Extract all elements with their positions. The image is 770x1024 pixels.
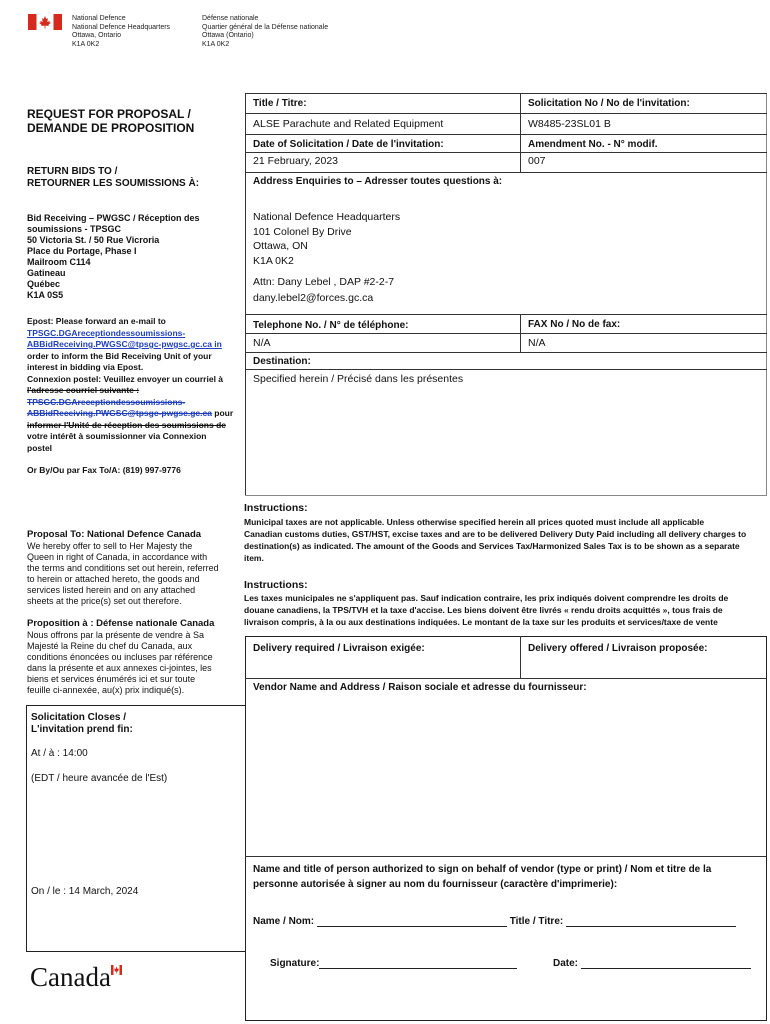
proposal-fr: Proposition à : Défense nationale Canada Nous offrons par la présente de vendre à Sa Majesté la Reine du chef du Canada, aux conditions énoncées ou incluses par référence dans la présente et aux annexes ci-jointes, les biens et services énumérés ici et sur toute feuille ci-annexée, au(x) prix indiqué(s). (27, 618, 215, 695)
title-input-line[interactable] (566, 916, 736, 927)
fax-no-label: FAX No / No de fax: (528, 319, 621, 330)
date-field[interactable]: Date: (553, 958, 751, 969)
amendment-value: 007 (528, 155, 546, 167)
destination-label: Destination: (253, 356, 311, 367)
form-row-line (245, 369, 767, 370)
form-row-line (245, 134, 767, 135)
form-row-line (245, 113, 767, 114)
epost-email-link-fr[interactable]: TPSGC.DGAreceptiondessoumissions- (27, 396, 186, 407)
epost-email-link[interactable]: ABBidReceiving.PWGSC@tpsgc-pwgsc.gc.ca in (27, 339, 222, 349)
header-fr-line: Ottawa (Ontario) (202, 32, 254, 39)
attention-line: Attn: Dany Lebel , DAP #2-2-7 (253, 276, 395, 288)
wordmark-flag-icon (111, 965, 122, 975)
header-fr-line: Quartier général de la Défense nationale (202, 23, 329, 31)
form-top-border (245, 93, 767, 94)
fax-line: Or By/Ou par Fax To/A: (819) 997-9776 (27, 465, 181, 475)
header-fr-line: Défense nationale (202, 15, 259, 22)
enquiries-label: Address Enquiries to – Adresser toutes questions à: (253, 176, 503, 187)
title-value: ALSE Parachute and Related Equipment (253, 118, 444, 130)
header-en-line: K1A 0K2 (72, 40, 100, 48)
authorized-person-label: Name and title of person authorized to sign on behalf of vendor (type or print) / Nom et titre de la personne autorisée à signer au nom du fournisseur (caractère d'imprimerie): (253, 864, 712, 890)
header-english (72, 15, 170, 49)
instructions-en: Municipal taxes are not applicable. Unless otherwise specified herein all prices quoted must include all applicable Canadian customs duties, GST/HST, excise taxes and are to be delivered Delivery Duty Paid including all delivery charges to destination(s) as indicated. The amount of the Goods and Services Tax/Harmonized Sales Tax is to be shown as a separate item. (244, 517, 747, 563)
telephone-value: N/A (253, 337, 271, 349)
form-divider (520, 93, 521, 173)
bid-receiving-address: Bid Receiving – PWGSC / Réception des soumissions - TPSGC 50 Victoria St. / 50 Rue Vicroria Place du Portage, Phase I Mailroom C114 Gatineau Québec K1A 0S5 (27, 213, 200, 300)
destination-value: Specified herein / Précisé dans les présentes (253, 373, 464, 385)
vendor-name-label: Vendor Name and Address / Raison sociale et adresse du fournisseur: (253, 682, 587, 693)
header-french (202, 15, 328, 49)
closing-timezone: (EDT / heure avancée de l'Est) (31, 773, 168, 784)
header-fr-line: K1A 0K2 (202, 40, 230, 48)
contact-email[interactable]: dany.lebel2@forces.gc.ca (253, 292, 374, 304)
instructions-en-heading: Instructions: (244, 502, 308, 514)
form-row-line (245, 333, 767, 334)
delivery-offered-label: Delivery offered / Livraison proposée: (528, 643, 708, 654)
header-en-line: National Defence Headquarters (72, 23, 171, 31)
vendor-row-line (245, 678, 766, 679)
form-row-line (245, 314, 767, 315)
date-label: Date of Solicitation / Date de l'invitation: (253, 139, 444, 150)
canada-wordmark: Canada (30, 962, 111, 992)
name-input-line[interactable] (317, 916, 507, 927)
vendor-name-field[interactable]: Name / Nom: Title / Titre: (253, 916, 736, 927)
solicitation-no-label: Solicitation No / No de l'invitation: (528, 98, 690, 109)
closing-time: At / à : 14:00 (31, 748, 88, 759)
vendor-row-line (245, 856, 766, 857)
vendor-divider (520, 636, 521, 678)
telephone-label: Telephone No. / N° de téléphone: (253, 320, 409, 331)
solicitation-closes-box (26, 705, 246, 952)
signature-field[interactable]: Signature: (270, 958, 517, 969)
instructions-fr-heading: Instructions: (244, 579, 308, 591)
form-row-line (245, 152, 767, 153)
canada-flag-icon (28, 14, 62, 30)
form-row-line (245, 172, 767, 173)
solicitation-no-value: W8485-23SL01 B (528, 118, 611, 130)
proposal-en: Proposal To: National Defence Canada We hereby offer to sell to Her Majesty the Queen in right of Canada, in accordance with the terms and conditions set out herein, referred to herein or attached hereto, the goods and services listed herein and on any attached sheets at the price(s) set out therefore. (27, 529, 219, 606)
delivery-required-label: Delivery required / Livraison exigée: (253, 643, 425, 654)
header-en-line: Ottawa, Ontario (72, 32, 122, 39)
signature-input-line[interactable] (319, 958, 517, 969)
solicitation-closes-heading: Solicitation Closes / L'invitation prend fin: (31, 712, 133, 735)
epost-email-link-fr[interactable]: ABBidReceiving.PWGSC@tpsgc-pwgsc.gc.ca (27, 408, 212, 418)
form-row-line (245, 352, 767, 353)
closing-date: On / le : 14 March, 2024 (31, 886, 139, 897)
title-label: Title / Titre: (253, 98, 307, 109)
form-left-border (245, 93, 246, 495)
date-value: 21 February, 2023 (253, 155, 339, 167)
date-input-line[interactable] (581, 958, 751, 969)
return-bids-heading: RETURN BIDS TO / RETOURNER LES SOUMISSIONS À: (27, 166, 200, 189)
rfp-title: REQUEST FOR PROPOSAL / DEMANDE DE PROPOSITION (27, 107, 195, 135)
instructions-fr: Les taxes municipales ne s'appliquent pas. Sauf indication contraire, les prix indiqués doivent comprendre les droits de douane canadiens, la TPS/TVH et la taxe d'accise. Les biens doivent être livrés « rendu droits acquittés », tous frais de livraison compris, à la ou aux destinations indiquées. Le montant de la taxe sur les produits et services/taxe de vente (244, 593, 729, 627)
header-en-line: National Defence (72, 15, 126, 22)
fax-no-value: N/A (528, 337, 546, 349)
epost-instructions: Epost: Please forward an e-mail to TPSGC.DGAreceptiondessoumissions- ABBidReceiving.PWGSC@tpsgc-pwgsc.gc.ca in order to inform the Bid Receiving Unit of your interest in bidding via Epost. Connexion postel: Veuillez envoyer un courriel à l'adresse courriel suivante : TPSGC.DGAreceptiondessoumissions- ABBidReceiving.PWGSC@tpsgc-pwgsc.gc.ca pour informer l'Unité de réception des soumissions de votre intérêt à soumissionner via Connexion postel (27, 316, 242, 454)
epost-email-link[interactable]: TPSGC.DGAreceptiondessoumissions- (27, 327, 186, 338)
amendment-label: Amendment No. - N° modif. (528, 139, 658, 150)
enquiries-address: National Defence Headquarters 101 Colonel By Drive Ottawa, ON K1A 0K2 (253, 211, 401, 267)
